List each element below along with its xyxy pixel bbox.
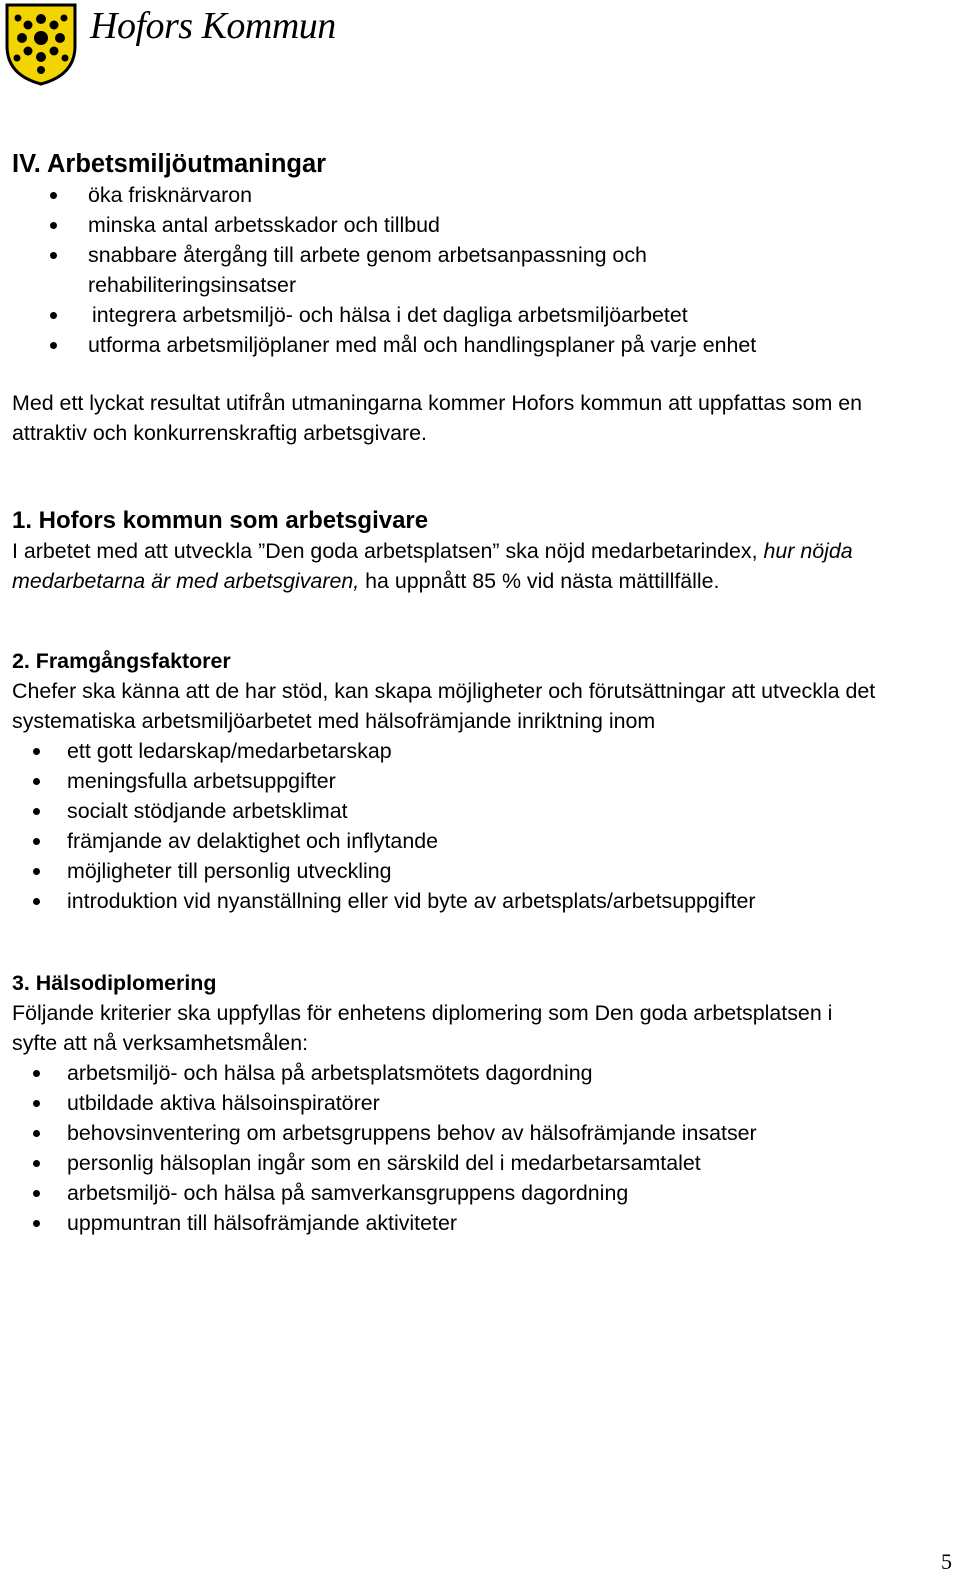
coat-of-arms-logo	[4, 2, 78, 86]
bullet-icon	[50, 252, 57, 259]
bullet-icon	[33, 778, 40, 785]
list-item: möjligheter till personlig utveckling	[12, 856, 942, 886]
list-item: behovsinventering om arbetsgruppens behov av hälsofrämjande insatser	[12, 1118, 942, 1148]
list-item: minska antal arbetsskador och tillbud	[12, 210, 942, 240]
bullet-icon	[50, 342, 57, 349]
list-item: meningsfulla arbetsuppgifter	[12, 766, 942, 796]
list-item: personlig hälsoplan ingår som en särskild del i medarbetarsamtalet	[12, 1148, 942, 1178]
section-heading: IV. Arbetsmiljöutmaningar	[12, 150, 327, 178]
bullet-icon	[33, 1100, 40, 1107]
list-item: ett gott ledarskap/medarbetarskap	[12, 736, 942, 766]
bullet-icon	[50, 222, 57, 229]
bullet-icon	[33, 1070, 40, 1077]
bullet-icon	[33, 898, 40, 905]
bullet-icon	[33, 1190, 40, 1197]
list-item: uppmuntran till hälsofrämjande aktiviteter	[12, 1208, 942, 1238]
goal3-heading: 3. Hälsodiplomering	[12, 971, 217, 995]
goal1-heading: 1. Hofors kommun som arbetsgivare	[12, 507, 429, 534]
bullet-icon	[50, 192, 57, 199]
list-item: snabbare återgång till arbete genom arbetsanpassning och rehabiliteringsinsatser	[12, 240, 942, 300]
list-item: öka frisknärvaron	[12, 180, 942, 210]
bullet-icon	[33, 868, 40, 875]
list-item: utbildade aktiva hälsoinspiratörer	[12, 1088, 942, 1118]
list-item: arbetsmiljö- och hälsa på arbetsplatsmötets dagordning	[12, 1058, 942, 1088]
list-item: introduktion vid nyanställning eller vid byte av arbetsplats/arbetsuppgifter	[12, 886, 942, 916]
list-item: integrera arbetsmiljö- och hälsa i det dagliga arbetsmiljöarbetet	[12, 300, 942, 330]
goal1-paragraph: I arbetet med att utveckla ”Den goda arbetsplatsen” ska nöjd medarbetarindex, hur nöjda medarbetarna är med arbetsgivaren, ha uppnått 85 % vid nästa mättillfälle.	[12, 539, 853, 593]
goal2-intro: Chefer ska känna att de har stöd, kan skapa möjligheter och förutsättningar att utveckla det systematiska arbetsmiljöarbetet med hälsofrämjande inriktning inom	[12, 679, 876, 733]
bullet-icon	[33, 838, 40, 845]
document-body	[12, 146, 942, 1238]
bullet-icon	[33, 1220, 40, 1227]
list-item: utforma arbetsmiljöplaner med mål och handlingsplaner på varje enhet	[12, 330, 942, 360]
list-item: arbetsmiljö- och hälsa på samverkansgruppens dagordning	[12, 1178, 942, 1208]
challenges-list	[12, 180, 942, 360]
summary-paragraph: Med ett lyckat resultat utifrån utmaningarna kommer Hofors kommun att uppfattas som en attraktiv och konkurrenskraftig arbetsgivare.	[12, 391, 863, 445]
page-header	[4, 2, 404, 88]
bullet-icon	[33, 1130, 40, 1137]
bullet-icon	[50, 312, 57, 319]
list-item: socialt stödjande arbetsklimat	[12, 796, 942, 826]
municipality-name: Hofors Kommun	[90, 5, 336, 47]
success-factors-list	[12, 736, 942, 916]
bullet-icon	[33, 748, 40, 755]
bullet-icon	[33, 1160, 40, 1167]
diploma-criteria-list	[12, 1058, 942, 1238]
bullet-icon	[33, 808, 40, 815]
goal3-intro: Följande kriterier ska uppfyllas för enhetens diplomering som Den goda arbetsplatsen i syfte att nå verksamhetsmålen:	[12, 1001, 833, 1055]
page-number: 5	[941, 1549, 952, 1574]
list-item: främjande av delaktighet och inflytande	[12, 826, 942, 856]
goal2-heading: 2. Framgångsfaktorer	[12, 649, 231, 673]
